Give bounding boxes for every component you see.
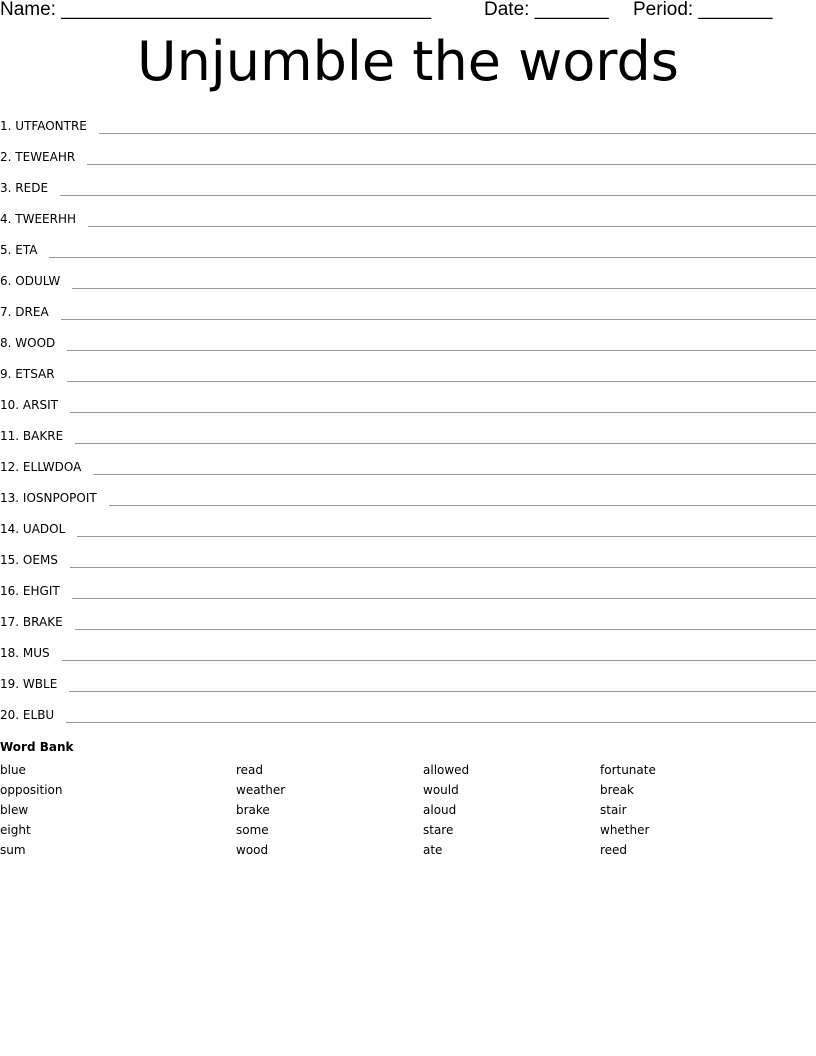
- item-word: ELLWDOA: [22, 460, 82, 474]
- item-number: 18.: [0, 646, 20, 660]
- word-bank-column-4: [600, 760, 656, 860]
- puzzle-item: [0, 415, 816, 446]
- answer-line[interactable]: [72, 287, 816, 289]
- item-number: 2.: [0, 150, 12, 164]
- item-number: 1.: [0, 119, 12, 133]
- item-word: UTFAONTRE: [15, 119, 87, 133]
- answer-line[interactable]: [88, 225, 816, 227]
- item-number: 20.: [0, 708, 20, 722]
- item-word: ELBU: [22, 708, 55, 722]
- scrambled-word: [0, 491, 97, 508]
- item-word: OEMS: [22, 553, 58, 567]
- item-number: 15.: [0, 553, 20, 567]
- scrambled-word: [0, 615, 63, 632]
- scrambled-word: [0, 646, 50, 663]
- answer-line[interactable]: [70, 411, 816, 413]
- item-word: REDE: [15, 181, 49, 195]
- word-bank-word: blue: [0, 763, 26, 777]
- scrambled-word: [0, 336, 55, 353]
- item-word: IOSNPOPOIT: [22, 491, 97, 505]
- answer-line[interactable]: [60, 194, 816, 196]
- scrambled-word: [0, 708, 54, 725]
- word-bank-word: fortunate: [600, 763, 656, 777]
- answer-line[interactable]: [49, 256, 816, 258]
- item-word: WBLE: [22, 677, 58, 691]
- puzzle-item: [0, 539, 816, 570]
- period-field[interactable]: Period: _______: [633, 0, 773, 20]
- word-bank-word: weather: [236, 783, 286, 797]
- puzzle-list: [0, 105, 816, 725]
- item-number: 16.: [0, 584, 20, 598]
- scrambled-word: [0, 212, 76, 229]
- answer-line[interactable]: [69, 690, 816, 692]
- item-word: BRAKE: [22, 615, 63, 629]
- word-bank-word: whether: [600, 823, 650, 837]
- puzzle-item: [0, 632, 816, 663]
- puzzle-item: [0, 694, 816, 725]
- puzzle-item: [0, 136, 816, 167]
- answer-line[interactable]: [93, 473, 816, 475]
- answer-line[interactable]: [62, 659, 816, 661]
- answer-line[interactable]: [77, 535, 816, 537]
- answer-line[interactable]: [109, 504, 816, 506]
- item-number: 11.: [0, 429, 20, 443]
- word-bank-word: break: [600, 783, 634, 797]
- scrambled-word: [0, 367, 55, 384]
- word-bank-word: wood: [236, 843, 269, 857]
- item-number: 9.: [0, 367, 12, 381]
- scrambled-word: [0, 305, 49, 322]
- puzzle-item: [0, 322, 816, 353]
- answer-line[interactable]: [75, 442, 816, 444]
- word-bank-word: some: [236, 823, 269, 837]
- puzzle-item: [0, 663, 816, 694]
- item-number: 19.: [0, 677, 20, 691]
- item-word: BAKRE: [22, 429, 64, 443]
- scrambled-word: [0, 181, 48, 198]
- puzzle-item: [0, 353, 816, 384]
- item-number: 7.: [0, 305, 12, 319]
- word-bank-word: stair: [600, 803, 627, 817]
- puzzle-item: [0, 291, 816, 322]
- puzzle-item: [0, 601, 816, 632]
- puzzle-item: [0, 105, 816, 136]
- answer-line[interactable]: [61, 318, 816, 320]
- puzzle-item: [0, 508, 816, 539]
- word-bank-title: Word Bank: [0, 740, 74, 754]
- item-word: UADOL: [22, 522, 66, 536]
- puzzle-item: [0, 198, 816, 229]
- answer-line[interactable]: [72, 597, 816, 599]
- item-number: 8.: [0, 336, 12, 350]
- item-word: MUS: [22, 646, 50, 660]
- word-bank-word: ate: [423, 843, 443, 857]
- puzzle-item: [0, 167, 816, 198]
- scrambled-word: [0, 460, 81, 477]
- word-bank-word: aloud: [423, 803, 457, 817]
- word-bank-word: sum: [0, 843, 26, 857]
- item-word: DREA: [15, 305, 49, 319]
- header: [0, 0, 816, 22]
- puzzle-item: [0, 229, 816, 260]
- answer-line[interactable]: [87, 163, 816, 165]
- scrambled-word: [0, 429, 63, 446]
- item-number: 4.: [0, 212, 12, 226]
- item-word: ARSIT: [22, 398, 58, 412]
- word-bank-word: would: [423, 783, 459, 797]
- item-number: 6.: [0, 274, 12, 288]
- answer-line[interactable]: [67, 380, 816, 382]
- scrambled-word: [0, 150, 75, 167]
- word-bank-word: brake: [236, 803, 270, 817]
- puzzle-item: [0, 570, 816, 601]
- name-field[interactable]: Name: ___________________________________: [0, 0, 432, 20]
- scrambled-word: [0, 522, 65, 539]
- item-number: 3.: [0, 181, 12, 195]
- scrambled-word: [0, 243, 37, 260]
- word-bank-word: blew: [0, 803, 29, 817]
- item-number: 12.: [0, 460, 20, 474]
- answer-line[interactable]: [67, 349, 816, 351]
- word-bank-word: stare: [423, 823, 454, 837]
- puzzle-item: [0, 446, 816, 477]
- word-bank-word: reed: [600, 843, 628, 857]
- word-bank-word: read: [236, 763, 264, 777]
- puzzle-item: [0, 477, 816, 508]
- puzzle-item: [0, 384, 816, 415]
- word-bank-column-2: [236, 760, 285, 860]
- scrambled-word: [0, 398, 58, 415]
- item-number: 13.: [0, 491, 20, 505]
- answer-line[interactable]: [66, 721, 816, 723]
- item-word: TEWEAHR: [15, 150, 76, 164]
- scrambled-word: [0, 677, 57, 694]
- item-word: ETSAR: [15, 367, 55, 381]
- word-bank-word: eight: [0, 823, 31, 837]
- answer-line[interactable]: [70, 566, 816, 568]
- item-number: 10.: [0, 398, 20, 412]
- word-bank-column-1: [0, 760, 63, 860]
- scrambled-word: [0, 119, 87, 136]
- item-word: ODULW: [15, 274, 61, 288]
- scrambled-word: [0, 584, 60, 601]
- item-number: 17.: [0, 615, 20, 629]
- word-bank-word: allowed: [423, 763, 470, 777]
- word-bank-column-3: [423, 760, 469, 860]
- item-number: 5.: [0, 243, 12, 257]
- item-word: WOOD: [15, 336, 56, 350]
- scrambled-word: [0, 553, 58, 570]
- answer-line[interactable]: [75, 628, 816, 630]
- date-field[interactable]: Date: _______: [484, 0, 609, 20]
- item-word: EHGIT: [22, 584, 60, 598]
- item-word: TWEERHH: [15, 212, 77, 226]
- item-word: ETA: [15, 243, 38, 257]
- answer-line[interactable]: [99, 132, 816, 134]
- page-title: Unjumble the words: [137, 30, 679, 93]
- scrambled-word: [0, 274, 60, 291]
- word-bank-word: opposition: [0, 783, 63, 797]
- item-number: 14.: [0, 522, 20, 536]
- puzzle-item: [0, 260, 816, 291]
